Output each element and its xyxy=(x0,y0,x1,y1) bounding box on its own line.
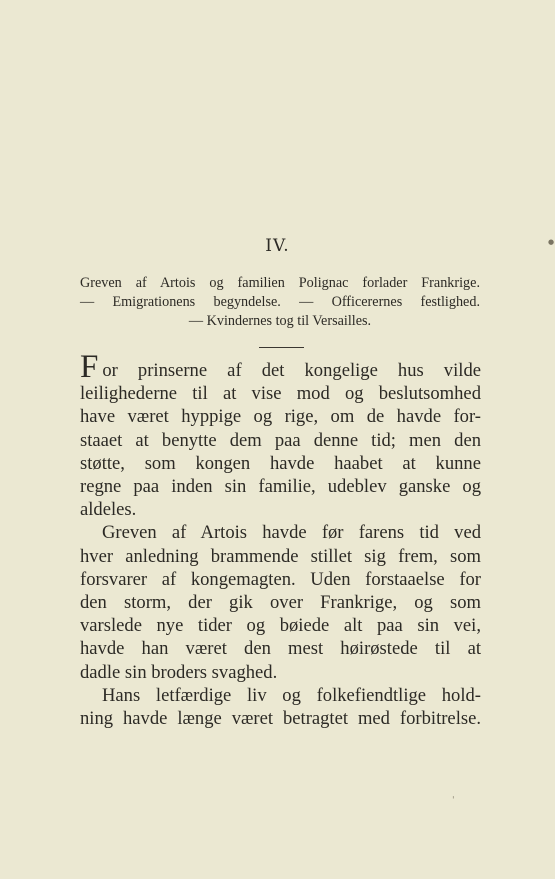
paragraph-line: varslede nye tider og bøiede alt paa sin vei, xyxy=(80,615,481,637)
paragraph-line: Hans letfærdige liv og folkefiendtlige hold- xyxy=(102,684,481,706)
chapter-summary xyxy=(80,274,480,331)
ink-speck: ● xyxy=(548,238,555,246)
body-text xyxy=(80,349,481,730)
paragraph-line: Greven af Artois havde før farens tid ved xyxy=(102,522,481,544)
paragraph-line: leilighederne til at vise mod og beslutsomhed xyxy=(80,383,481,405)
paragraph-line xyxy=(80,349,481,385)
paragraph-line: den storm, der gik over Frankrige, og som xyxy=(80,592,481,614)
paragraph-line: regne paa inden sin familie, udeblev ganske og xyxy=(80,476,481,498)
section-divider xyxy=(259,347,304,348)
paragraph-line: staaet at benytte dem paa denne tid; men den xyxy=(80,429,481,451)
ink-speck: ˈ xyxy=(452,796,455,806)
paragraph-line: dadle sin broders svaghed. xyxy=(80,661,278,683)
paragraph-line: aldeles. xyxy=(80,499,137,521)
paragraph-line: ning havde længe været betragtet med forbitrelse. xyxy=(80,708,481,730)
paragraph-line-text: or prinserne af det kongelige hus vilde xyxy=(102,360,481,381)
summary-line: — Emigrationens begyndelse. — Officerernes festlighed. xyxy=(80,294,480,310)
paragraph-line: have været hyppige og rige, om de havde for- xyxy=(80,406,481,428)
summary-line: — Kvindernes tog til Versailles. xyxy=(188,313,372,329)
paragraph-line: støtte, som kongen havde haabet at kunne xyxy=(80,452,481,474)
summary-line: Greven af Artois og familien Polignac forlader Frankrige. xyxy=(80,275,480,291)
paragraph-line: havde han været den mest høirøstede til at xyxy=(80,638,481,660)
drop-cap: F xyxy=(80,349,99,385)
chapter-number: IV. xyxy=(265,236,290,256)
paragraph-line: forsvarer af kongemagten. Uden forstaaelse for xyxy=(80,568,481,590)
paragraph-line: hver anledning brammende stillet sig frem, som xyxy=(80,545,481,567)
